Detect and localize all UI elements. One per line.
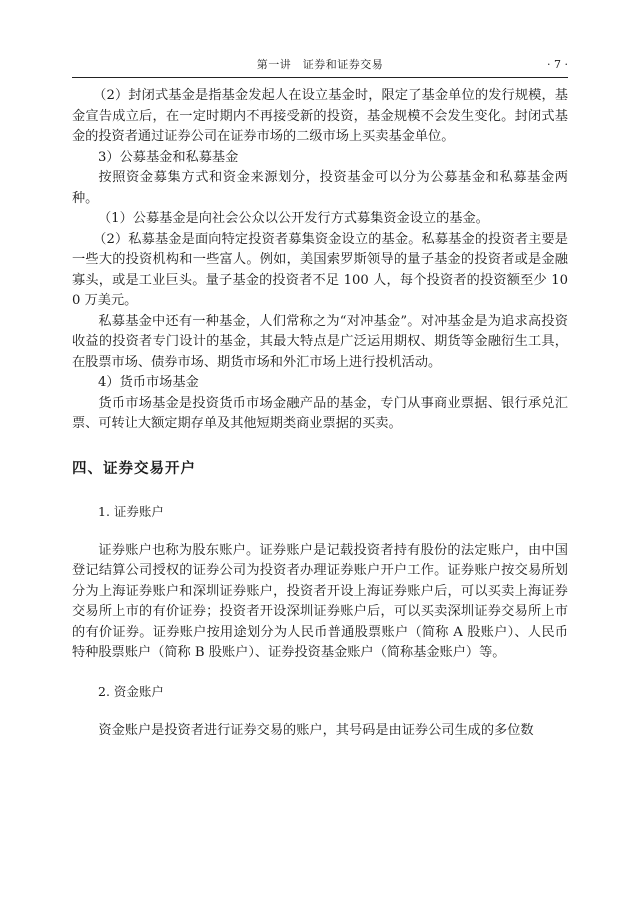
running-title: 第一讲 证券和证券交易 <box>256 58 384 71</box>
heading-money-market-fund: 4）货币市场基金 <box>98 375 199 390</box>
section-title: 四、证券交易开户 <box>72 460 196 477</box>
paragraph-securities-account: 证券账户也称为股东账户。证券账户是记载投资者持有股份的法定账户，由中国登记结算公司授权的证券公司为投资者办理证券账户开户工作。证券账户按交易所划分为上海证券账户和深圳证券账户，投资者开设上海证券账户后，可以买卖上海证券交易所上市的有价证券；投资者开设深圳证券账户后，可以买卖深圳证券交易所上市的有价证券。证券账户按用途划分为人民币普通股票账户（简称 A 股账户）、人民币特种股票账户（简称 B 股账户）、证券投资基金账户（简称基金账户）等。 <box>72 542 568 660</box>
subsection-title-fund-account: 2. 资金账户 <box>98 683 164 699</box>
paragraph-public-fund: （1）公募基金是向社会公众以公开发行方式募集资金设立的基金。 <box>98 211 489 226</box>
header-rule <box>72 77 568 78</box>
page-header <box>72 56 568 74</box>
paragraph-fund-account: 资金账户是投资者进行证券交易的账户，其号码是由证券公司生成的多位数 <box>98 722 534 738</box>
paragraph-hedge-fund: 私募基金中还有一种基金，人们常称之为“对冲基金”。对冲基金是为追求高投资收益的投资者专门设计的基金，其最大特点是广泛运用期权、期货等金融衍生工具，在股票市场、债券市场、期货市场和外汇市场上进行投机活动。 <box>72 313 568 370</box>
paragraph-closed-end-fund: （2）封闭式基金是指基金发起人在设立基金时，限定了基金单位的发行规模，基金宣告成立后，在一定时期内不再接受新的投资，基金规模不会发生变化。封闭式基金的投资者通过证券公司在证券市场的二级市场上买卖基金单位。 <box>72 88 568 144</box>
subsection-title-securities-account: 1. 证券账户 <box>98 503 164 519</box>
paragraph-money-market-fund: 货币市场基金是投资货币市场金融产品的基金，专门从事商业票据、银行承兑汇票、可转让大额定期存单及其他短期类商业票据的买卖。 <box>72 395 568 431</box>
page-body <box>72 86 568 741</box>
paragraph-fund-classification: 按照资金募集方式和资金来源划分，投资基金可以分为公募基金和私募基金两种。 <box>72 170 568 206</box>
page-number: · 7 · <box>547 58 568 71</box>
paragraph-private-fund: （2）私募基金是面向特定投资者募集资金设立的基金。私募基金的投资者主要是一些大的投资机构和一些富人。例如，美国索罗斯领导的量子基金的投资者或是金融寡头，或是工业巨头。量子基金的投资者不足 100 人，每个投资者的投资额至少 100 万美元。 <box>72 231 568 308</box>
heading-public-private-fund: 3）公募基金和私募基金 <box>98 149 239 165</box>
